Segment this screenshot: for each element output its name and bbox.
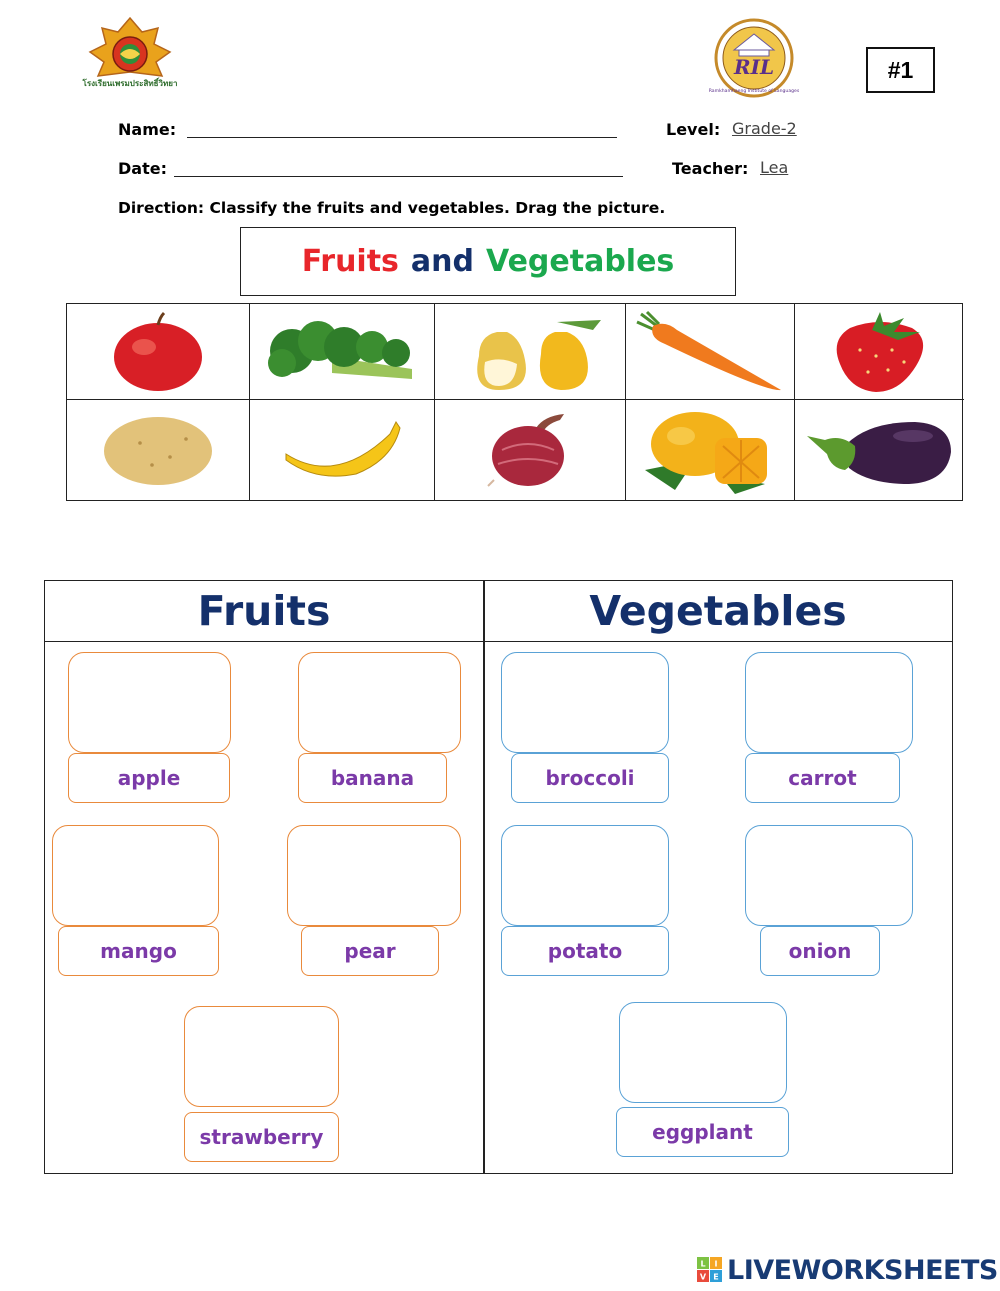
picture-grid bbox=[66, 303, 963, 501]
label-broccoli: broccoli bbox=[511, 753, 669, 803]
drop-zone-carrot[interactable] bbox=[745, 652, 913, 753]
teacher-value: Lea bbox=[760, 158, 789, 177]
svg-text:I: I bbox=[714, 1259, 718, 1269]
carrot-icon bbox=[635, 310, 785, 394]
svg-text:E: E bbox=[713, 1272, 719, 1282]
level-label: Level: bbox=[666, 120, 721, 139]
mango-picture[interactable] bbox=[626, 400, 795, 500]
liveworksheets-brand bbox=[697, 1254, 998, 1286]
apple-picture[interactable] bbox=[67, 304, 250, 400]
level-value: Grade-2 bbox=[732, 119, 797, 138]
liveworksheets-logo-icon bbox=[697, 1257, 723, 1283]
ril-logo-caption: Ramkhamhaeng Institute of Languages bbox=[708, 89, 800, 94]
strawberry-icon bbox=[820, 310, 940, 394]
page-number-box bbox=[866, 47, 935, 93]
onion-icon bbox=[480, 410, 580, 490]
drop-zone-banana[interactable] bbox=[298, 652, 461, 753]
drop-zone-onion[interactable] bbox=[745, 825, 913, 926]
label-carrot: carrot bbox=[745, 753, 900, 803]
name-field[interactable] bbox=[187, 137, 617, 138]
drop-zone-mango[interactable] bbox=[52, 825, 219, 926]
school-logo-text: โรงเรียนเพรมประสิทธิ์วิทยา bbox=[82, 79, 178, 88]
column-divider bbox=[483, 581, 485, 1173]
liveworksheets-text: LIVEWORKSHEETS bbox=[727, 1254, 998, 1286]
name-label: Name: bbox=[118, 120, 177, 139]
potato-icon bbox=[100, 413, 216, 487]
drop-zone-broccoli[interactable] bbox=[501, 652, 669, 753]
svg-text:L: L bbox=[700, 1259, 706, 1269]
label-eggplant: eggplant bbox=[616, 1107, 789, 1157]
drop-zone-strawberry[interactable] bbox=[184, 1006, 339, 1107]
worksheet-title bbox=[240, 227, 736, 296]
label-banana: banana bbox=[298, 753, 447, 803]
vegetables-heading: Vegetables bbox=[484, 581, 952, 642]
page-number: #1 bbox=[887, 56, 914, 83]
drop-zone-pear[interactable] bbox=[287, 825, 461, 926]
carrot-picture[interactable] bbox=[626, 304, 795, 400]
mango-icon bbox=[635, 404, 785, 496]
ril-logo-text: RIL bbox=[733, 55, 775, 79]
banana-icon bbox=[282, 420, 402, 480]
classification-table bbox=[44, 580, 953, 1174]
eggplant-icon bbox=[805, 410, 955, 490]
pear-icon bbox=[455, 312, 605, 392]
potato-picture[interactable] bbox=[67, 400, 250, 500]
label-strawberry: strawberry bbox=[184, 1112, 339, 1162]
date-label: Date: bbox=[118, 159, 167, 178]
teacher-label: Teacher: bbox=[672, 159, 749, 178]
svg-text:V: V bbox=[699, 1272, 707, 1282]
broccoli-picture[interactable] bbox=[250, 304, 435, 400]
eggplant-picture[interactable] bbox=[795, 400, 964, 500]
title-vegetables: Vegetables bbox=[486, 244, 675, 279]
label-potato: potato bbox=[501, 926, 669, 976]
label-onion: onion bbox=[760, 926, 880, 976]
label-apple: apple bbox=[68, 753, 230, 803]
onion-picture[interactable] bbox=[435, 400, 626, 500]
pear-picture[interactable] bbox=[435, 304, 626, 400]
direction-text: Direction: Classify the fruits and vegetables. Drag the picture. bbox=[118, 199, 666, 217]
school-crest-logo bbox=[72, 14, 188, 98]
fruits-heading: Fruits bbox=[45, 581, 483, 642]
strawberry-picture[interactable] bbox=[795, 304, 964, 400]
apple-icon bbox=[108, 311, 208, 393]
ril-institute-logo bbox=[704, 16, 804, 100]
drop-zone-apple[interactable] bbox=[68, 652, 231, 753]
title-fruits: Fruits bbox=[301, 244, 399, 279]
title-and: and bbox=[410, 244, 474, 279]
broccoli-icon bbox=[262, 317, 422, 387]
label-mango: mango bbox=[58, 926, 219, 976]
drop-zone-potato[interactable] bbox=[501, 825, 669, 926]
date-field[interactable] bbox=[174, 176, 623, 177]
drop-zone-eggplant[interactable] bbox=[619, 1002, 787, 1103]
banana-picture[interactable] bbox=[250, 400, 435, 500]
label-pear: pear bbox=[301, 926, 439, 976]
